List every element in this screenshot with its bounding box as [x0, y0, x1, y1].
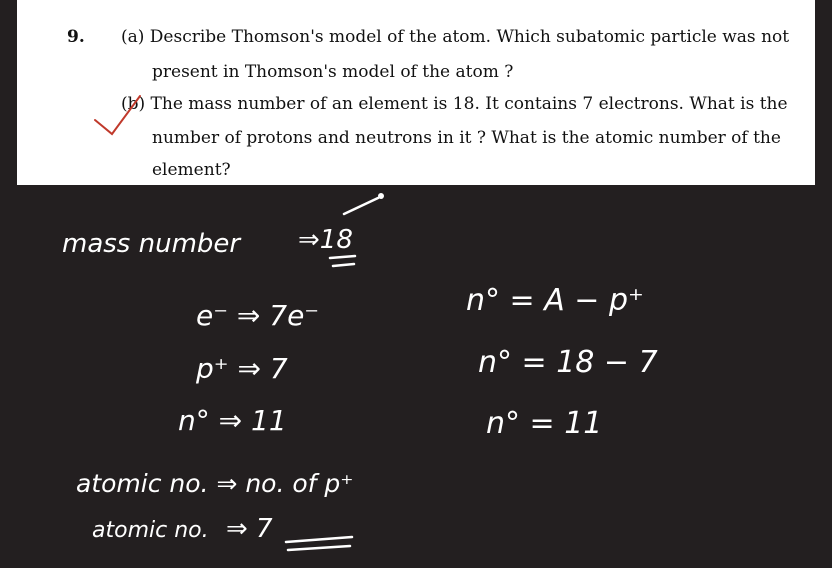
answer-underline-icon: [286, 537, 352, 550]
part-b-line-3: element?: [152, 160, 231, 180]
formula-result: n° = 11: [486, 406, 603, 441]
tick-dot-icon: [378, 193, 384, 199]
mass-number-value: ⇒18: [298, 225, 353, 255]
atomic-number-value: ⇒ 7: [226, 514, 273, 544]
formula-general: n° = A − p⁺: [466, 283, 644, 318]
part-b-line-2: number of protons and neutrons in it ? What is the atomic number of the: [152, 128, 781, 148]
formula-substituted: n° = 18 − 7: [478, 345, 658, 380]
part-a-line-2: present in Thomson's model of the atom ?: [152, 62, 514, 82]
part-b-line-1: (b) The mass number of an element is 18. It contains 7 electrons. What is the: [121, 94, 788, 114]
protons-line: p⁺ ⇒ 7: [196, 352, 288, 385]
question-number: 9.: [67, 27, 85, 47]
atomic-number-definition: atomic no. ⇒ no. of p⁺: [76, 469, 354, 498]
electrons-line: e⁻ ⇒ 7e⁻: [196, 299, 320, 332]
neutrons-line: n° ⇒ 11: [178, 404, 287, 437]
part-a-line-1: (a) Describe Thomson's model of the atom. Which subatomic particle was not: [121, 27, 790, 47]
double-underline-icon: [330, 256, 355, 266]
tick-icon: [344, 198, 378, 214]
mass-number-label: mass number: [62, 229, 241, 259]
check-mark-icon: [95, 96, 140, 134]
atomic-number-label: atomic no.: [92, 518, 209, 543]
